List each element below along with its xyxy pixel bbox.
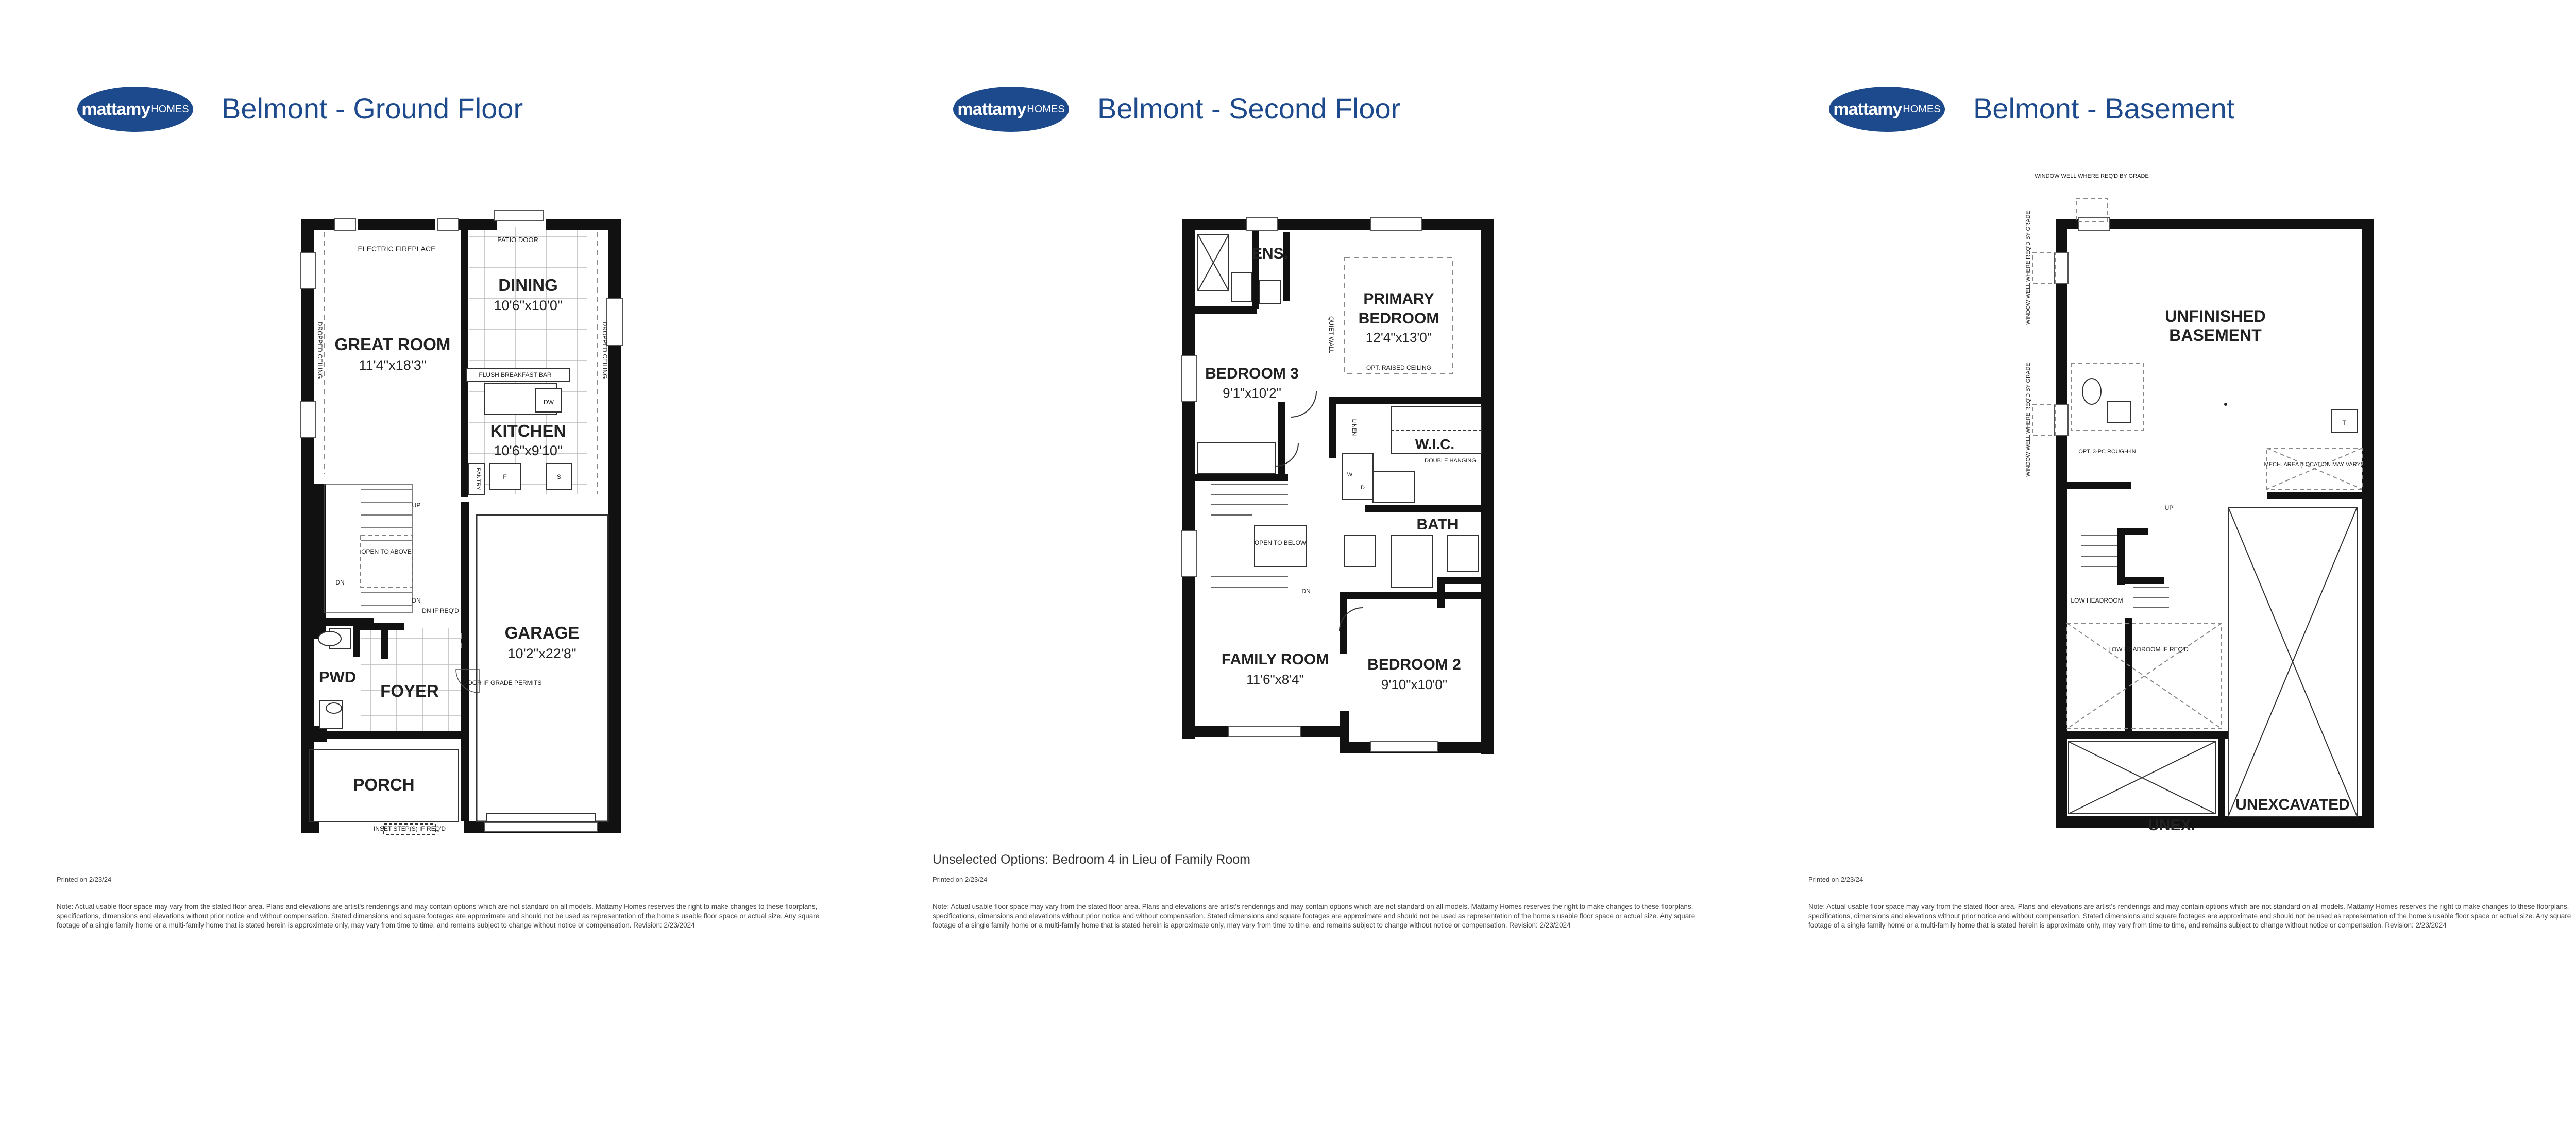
dn-label: DN: [335, 579, 345, 586]
low-headroom-label: LOW HEADROOM: [2071, 597, 2123, 604]
mattamy-homes-logo: mattamy HOMES: [953, 87, 1069, 132]
fridge-label: F: [503, 473, 507, 480]
up-label: UP: [2164, 504, 2174, 511]
mech-area-label: MECH. AREA (LOCATION MAY VARY): [2264, 461, 2363, 468]
window-well-top-label: WINDOW WELL WHERE REQ'D BY GRADE: [2035, 173, 2149, 179]
tank-label: T: [2342, 419, 2346, 426]
family-room-dimensions: 11'6"x8'4": [1246, 672, 1304, 687]
garage-label: GARAGE: [504, 623, 580, 642]
double-hanging-label: DOUBLE HANGING: [1425, 458, 1476, 464]
bath-label: BATH: [1416, 516, 1459, 533]
window-well-left1-label: WINDOW WELL WHERE REQ'D BY GRADE: [2025, 211, 2031, 325]
great-room-label: GREAT ROOM: [334, 335, 451, 354]
great-room-dimensions: 11'4"x18'3": [359, 357, 427, 373]
second-floor-plan: [876, 0, 1752, 1133]
basement-panel: [1752, 0, 2576, 1133]
wic-label: W.I.C.: [1415, 436, 1455, 452]
opt-rough-in-label: OPT. 3-PC ROUGH-IN: [2078, 449, 2136, 455]
primary-bedroom-label-line2: BEDROOM: [1358, 310, 1439, 327]
dryer-label: D: [1361, 485, 1365, 491]
bedroom2-dimensions: 9'10"x10'0": [1381, 677, 1448, 692]
dropped-ceiling-right-label: DROPPED CEILING: [601, 321, 608, 379]
floor-drain: [2224, 403, 2227, 406]
inset-steps-label: INSET STEP(S) IF REQ'D: [373, 825, 446, 832]
interior-fixtures: [1198, 234, 1481, 631]
dining-dimensions: 10'6"x10'0": [494, 298, 563, 313]
bedroom3-label: BEDROOM 3: [1205, 365, 1299, 382]
disclaimer-note: Note: Actual usable floor space may vary from the stated floor area. Plans and elevations are artist's renderings and may contain options which are not standard on all models. Mattamy Homes reserves the right to make changes to these floorplans, specifications, dimensions and elevations without prior notice and without compensation. Stated dimensions and square footages are approximate and should not be used as representation of the home's usable floor space or actual size. Any square footage of a single family home or a multi-family home that is stated herein is approximate only, may vary from time to time, and remains subject to change without notice or compensation. Revision: 2/23/2024: [57, 903, 820, 929]
bedroom3-dimensions: 9'1"x10'2": [1223, 385, 1281, 401]
kitchen-dimensions: 10'6"x9'10": [494, 443, 563, 458]
washer-label: W: [1347, 472, 1353, 478]
unex-label: UNEX.: [2148, 817, 2195, 834]
unselected-options-text: Unselected Options: Bedroom 4 in Lieu of Family Room: [933, 852, 1250, 867]
dropped-ceiling-left-label: DROPPED CEILING: [316, 321, 324, 379]
bedroom2-label: BEDROOM 2: [1367, 656, 1461, 673]
dn-if-reqd-label: DN IF REQ'D: [422, 607, 459, 614]
pantry-label: PANTRY: [475, 468, 481, 490]
stove-label: S: [556, 473, 562, 480]
linen-label: LINEN: [1351, 419, 1357, 436]
electric-fireplace-label: ELECTRIC FIREPLACE: [358, 245, 436, 253]
garage-dimensions: 10'2"x22'8": [507, 646, 577, 661]
ground-floor-title: Belmont - Ground Floor: [222, 92, 523, 125]
window-well-left2-label: WINDOW WELL WHERE REQ'D BY GRADE: [2025, 363, 2031, 477]
door-if-grade-label: DOOR IF GRADE PERMITS: [463, 679, 542, 686]
primary-bedroom-label-line1: PRIMARY: [1363, 290, 1434, 307]
second-floor-title: Belmont - Second Floor: [1097, 92, 1401, 125]
dishwasher-label: DW: [544, 399, 554, 406]
printed-date: Printed on 2/23/24: [57, 876, 112, 883]
mattamy-homes-logo: mattamy HOMES: [77, 87, 193, 132]
ensuite-label: ENS.: [1251, 245, 1289, 262]
dn-label: DN: [1301, 588, 1311, 595]
powder-room-label: PWD: [318, 668, 357, 686]
porch-label: PORCH: [353, 775, 415, 794]
unfinished-basement-label-line1: UNFINISHED: [2165, 307, 2266, 325]
patio-door-label: PATIO DOOR: [497, 236, 538, 244]
open-to-above-label: OPEN TO ABOVE: [361, 548, 412, 555]
stair-lines: [325, 484, 479, 693]
basement-title: Belmont - Basement: [1973, 92, 2235, 125]
disclaimer-note: Note: Actual usable floor space may vary from the stated floor area. Plans and elevations are artist's renderings and may contain options which are not standard on all models. Mattamy Homes reserves the right to make changes to these floorplans, specifications, dimensions and elevations without prior notice and without compensation. Stated dimensions and square footages are approximate and should not be used as representation of the home's usable floor space or actual size. Any square footage of a single family home or a multi-family home that is stated herein is approximate only, may vary from time to time, and remains subject to change without notice or compensation. Revision: 2/23/2024: [933, 903, 1696, 929]
open-to-below-label: OPEN TO BELOW: [1254, 539, 1307, 546]
ground-floor-panel: [0, 0, 876, 1133]
printed-date: Printed on 2/23/24: [1808, 876, 1863, 883]
ground-floor-plan: [0, 0, 876, 1133]
printed-date: Printed on 2/23/24: [933, 876, 988, 883]
family-room-label: FAMILY ROOM: [1221, 651, 1329, 668]
unexcavated-label: UNEXCAVATED: [2235, 796, 2350, 813]
exterior-walls: [1182, 219, 1494, 754]
mattamy-homes-logo: mattamy HOMES: [1829, 87, 1945, 132]
low-headroom-if-reqd-label: LOW HEADROOM IF REQ'D: [2108, 646, 2189, 653]
flush-breakfast-bar-label: FLUSH BREAKFAST BAR: [479, 371, 552, 379]
kitchen-label: KITCHEN: [490, 421, 566, 440]
up-label: UP: [412, 502, 421, 509]
quiet-wall-label: QUIET WALL: [1328, 316, 1335, 354]
dn-label-2: DN: [412, 597, 421, 604]
foyer-label: FOYER: [380, 681, 439, 700]
exterior-walls: [301, 219, 621, 833]
unfinished-basement-label-line2: BASEMENT: [2169, 326, 2262, 345]
dining-label: DINING: [498, 276, 558, 295]
basement-plan: [1752, 0, 2576, 1133]
opt-raised-ceiling-label: OPT. RAISED CEILING: [1366, 364, 1432, 371]
disclaimer-note: Note: Actual usable floor space may vary from the stated floor area. Plans and elevations are artist's renderings and may contain options which are not standard on all models. Mattamy Homes reserves the right to make changes to these floorplans, specifications, dimensions and elevations without prior notice and without compensation. Stated dimensions and square footages are approximate and should not be used as representation of the home's usable floor space or actual size. Any square footage of a single family home or a multi-family home that is stated herein is approximate only, may vary from time to time, and remains subject to change without notice or compensation. Revision: 2/23/2024: [1808, 903, 2571, 929]
primary-bedroom-dimensions: 12'4"x13'0": [1365, 330, 1432, 345]
second-floor-panel: [876, 0, 1752, 1133]
